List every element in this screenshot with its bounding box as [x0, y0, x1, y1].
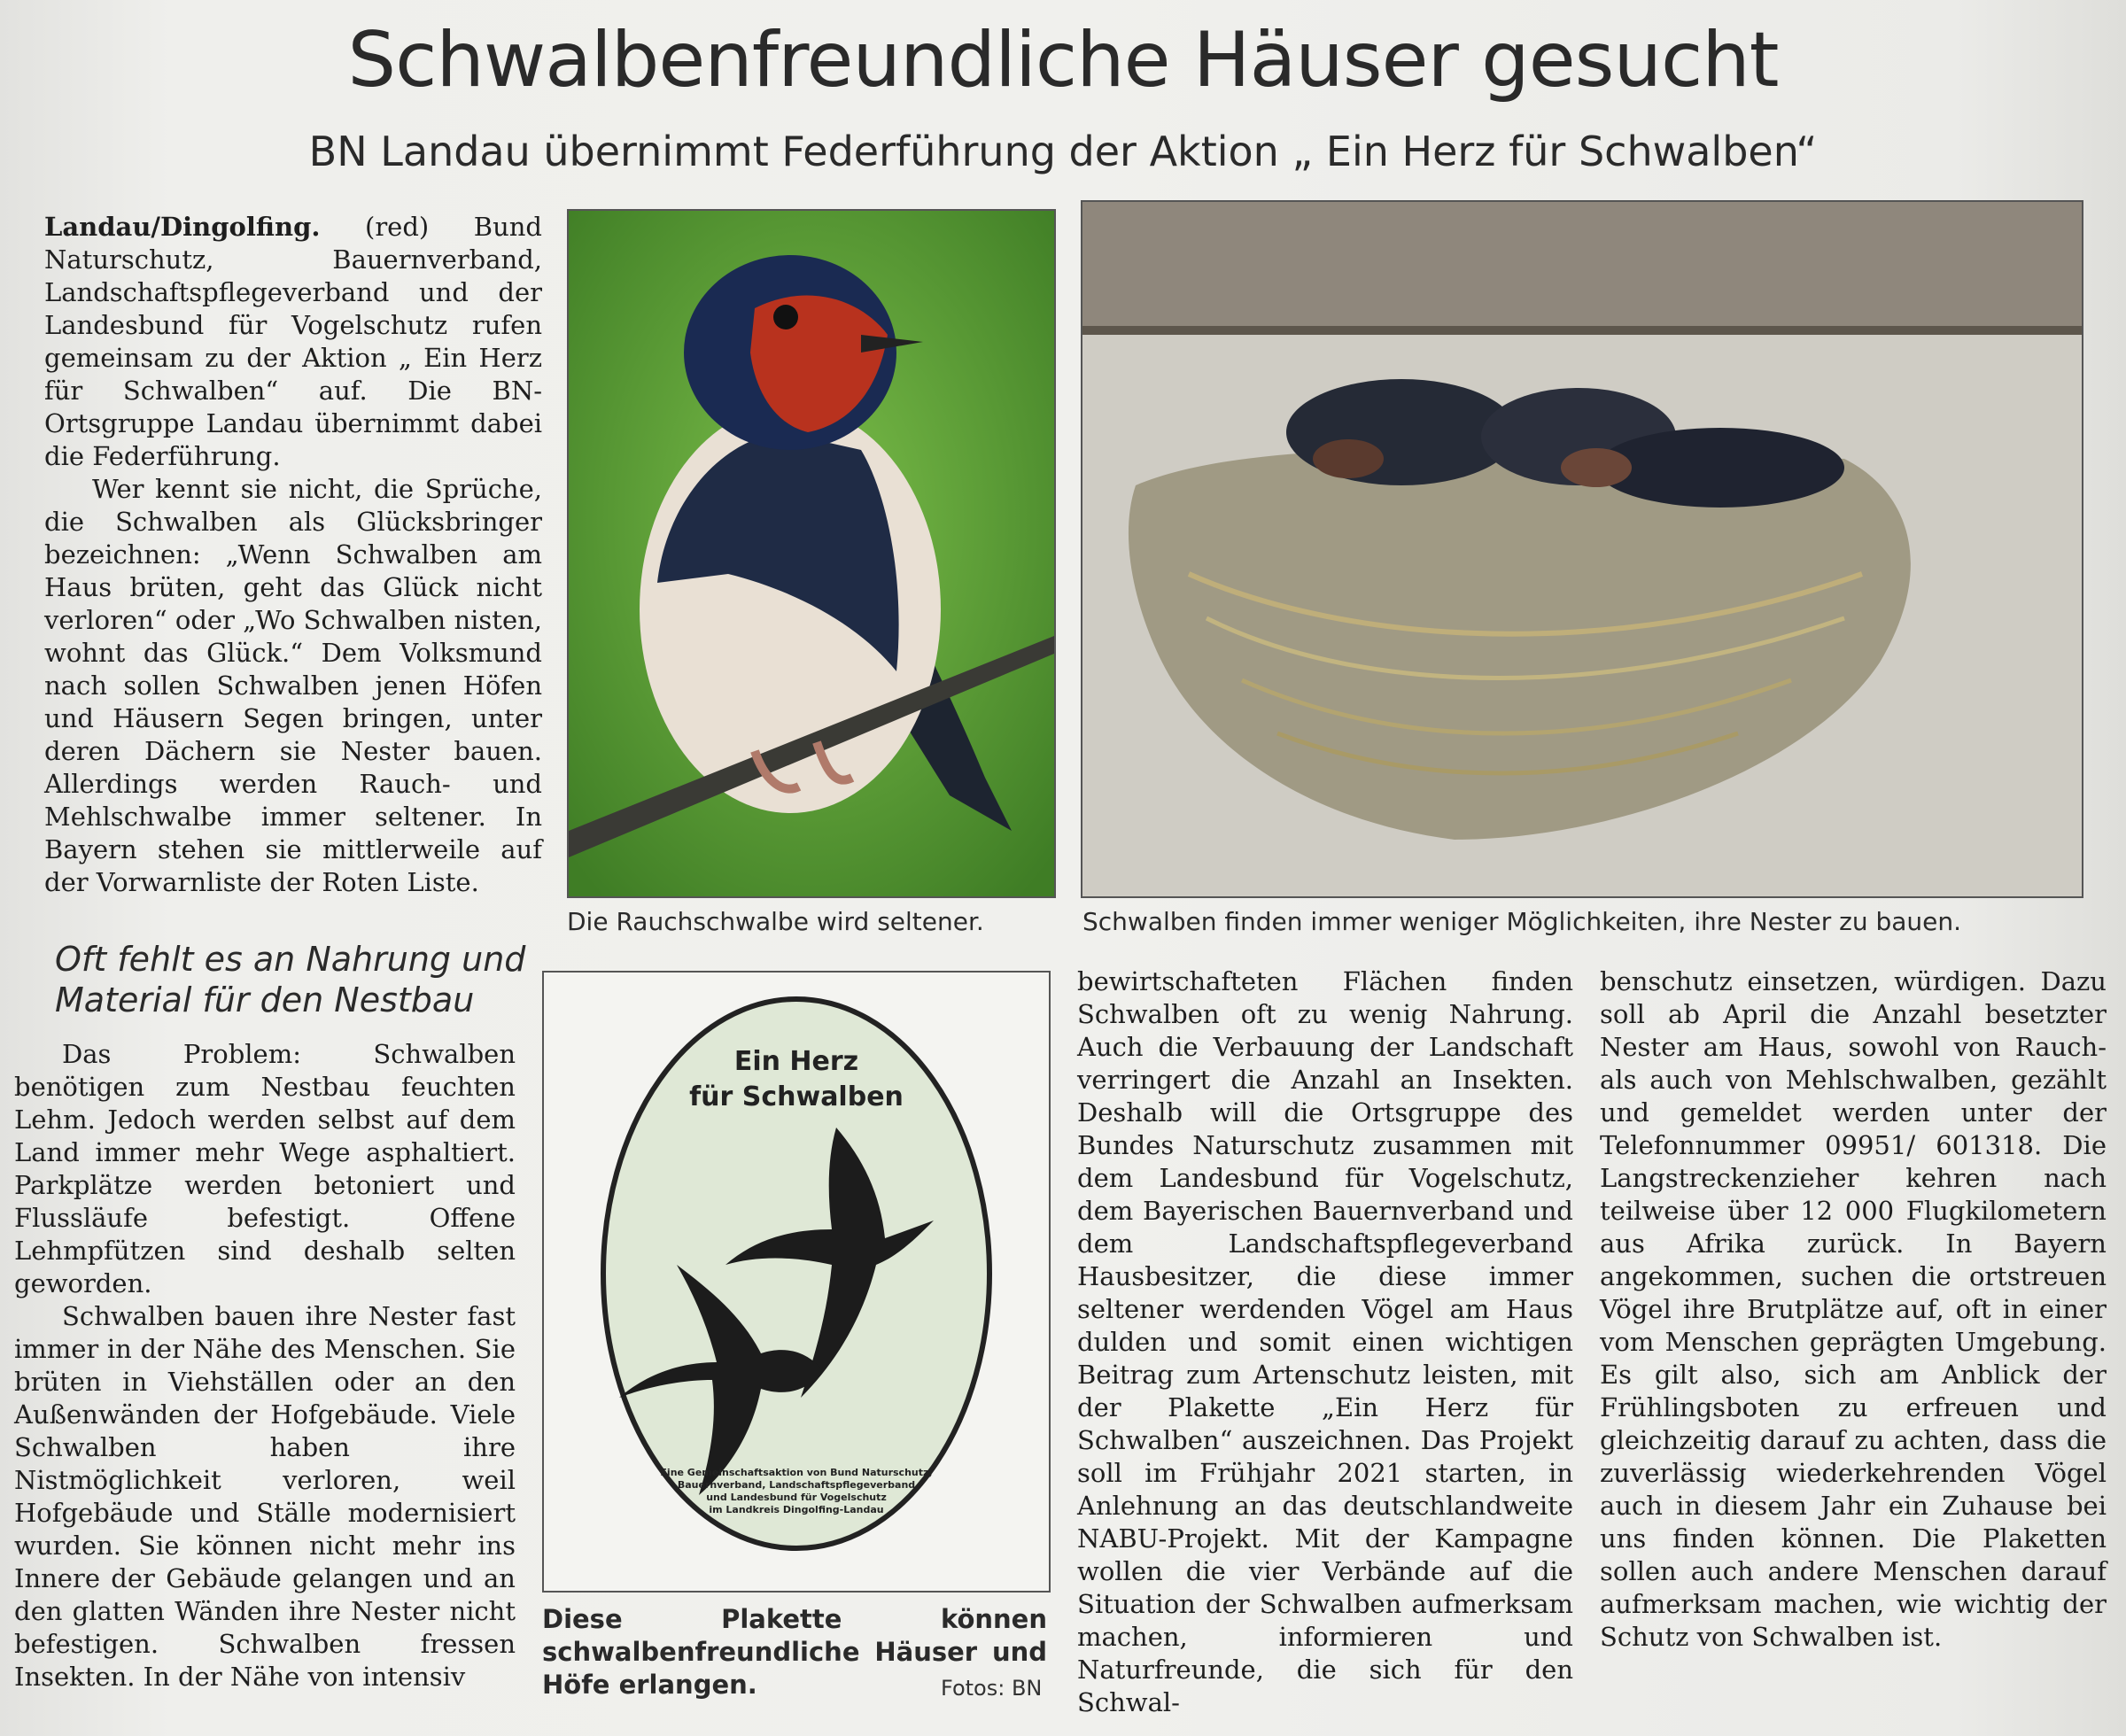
headline: Schwalbenfreundliche Häuser gesucht	[347, 16, 1779, 105]
paragraph-5: bewirtschafteten Flächen finden Schwalben oft zu wenig Nahrung. Auch die Verbauung der Landschaft verringert die Anzahl an Insekten. Deshalb will die Ortsgruppe des Bundes Naturschutz zusammen mit dem Landesbund für Vogelschutz, dem Bayerischen Bauernverband und dem Landschaftspflegeverband Hausbesitzer, die diese immer seltener werdenden Vögel am Haus dulden und somit einen wichtigen Beitrag zum Artenschutz leisten, mit der Plakette „Ein Herz für Schwalben“ auszeichnen. Das Projekt soll im Frühjahr 2021 starten, in Anlehnung an das deutschlandweite NABU-Projekt. Mit der Kampagne wollen die vier Verbände auf die Situation der Schwalben aufmerksam machen, informieren und Naturfreunde, die sich für den Schwal-	[1077, 966, 1573, 1717]
paragraph-4: Schwalben bauen ihre Nester fast immer in der Nähe des Menschen. Sie brüten in Viehställen oder an den Außenwänden der Hofgebäude. Viele Schwalben haben ihre Nistmöglichkeit verloren, weil Hofgebäude und Ställe modernisiert wurden. Sie können nicht mehr ins Innere der Gebäude gelangen und an den glatten Wänden ihre Nester nicht befestigen. Schwalben fressen Insekten. In der Nähe von intensiv	[14, 1301, 516, 1692]
crosshead: Oft fehlt es an Nahrung und Material für den Nestbau	[55, 940, 526, 1019]
column-3	[1077, 965, 1573, 1719]
dateline: Landau/Dingolfing.	[44, 212, 321, 242]
paragraph-2: Wer kennt sie nicht, die Sprüche, die Schwalben als Glücksbringer bezeichnen: „Wenn Schwalben am Haus brüten, geht das Glück nicht verloren“ oder „Wo Schwalben nisten, wohnt das Glück.“ Dem Volksmund nach sollen Schwalben jenen Höfen und Häusern Segen bringen, unter deren Dächern sie Nester bauen. Allerdings werden Rauch- und Mehlschwalbe immer seltener. In Bayern stehen sie mittlerweile auf der Vorwarnliste der Roten Liste.	[44, 474, 543, 897]
paragraph-3: Das Problem: Schwalben benötigen zum Nestbau feuchten Lehm. Jedoch werden selbst auf dem Land immer mehr Wege asphaltiert. Parkplätze werden betoniert und Flussläufe befestigt. Offene Lehmpfützen sind deshalb selten geworden.	[14, 1039, 516, 1298]
barn-swallow-photo	[567, 209, 1056, 898]
swallow-nest-photo	[1081, 200, 2083, 898]
paragraph-6: benschutz einsetzen, würdigen. Dazu soll ab April die Anzahl besetzter Nester am Haus, sowohl von Rauch- als auch von Mehlschwalben, gezählt und gemeldet werden unter der Telefonnummer 09951/ 601318. Die Langstreckenzieher kehren nach teilweise über 12 000 Flugkilometern aus Afrika zurück. In Bayern angekommen, suchen die ortstreuen Vögel ihre Brutplätze auf, oft in einer vom Menschen geprägten Umgebung. Es gilt also, sich am Anblick der Frühlingsboten zu erfreuen und gleichzeitig darauf zu achten, dass die zuverlässig wiederkehrenden Vögel auch in diesem Jahr ein Zuhause bei uns finden können. Die Plaketten sollen auch andere Menschen darauf aufmerksam machen, wie wichtig der Schutz von Schwalben ist.	[1600, 966, 2107, 1652]
barn-swallow-illustration	[569, 211, 1054, 896]
column-1-lower	[14, 1038, 516, 1693]
plaque-small-line2: Bauernverband, Landschaftspflegeverband	[677, 1479, 916, 1491]
photo-credit: Fotos: BN	[941, 1676, 1043, 1701]
plaque-illustration	[544, 973, 1049, 1591]
lead-text: (red) Bund Naturschutz, Bauernverband, Landschaftspflegeverband und der Landesbund für Vogelschutz rufen gemeinsam zu der Aktion „ Ein Herz für Schwalben“ auf. Die BN-Ortsgruppe Landau übernimmt dabei die Federführung.	[44, 212, 542, 471]
photo-caption-1: Die Rauchschwalbe wird seltener.	[567, 907, 984, 936]
plaque-title-line1: Ein Herz	[733, 1046, 859, 1077]
plaque-small-line3: und Landesbund für Vogelschutz	[706, 1492, 887, 1503]
plaque-image	[542, 971, 1051, 1593]
plaque-title-line2: für Schwalben	[689, 1081, 904, 1112]
plaque-small-line1: Eine Gemeinschaftsaktion von Bund Naturschutz,	[660, 1467, 933, 1478]
column-4	[1600, 965, 2107, 1654]
photo-caption-3: Diese Plakette können schwalbenfreundliche Häuser und Höfe erlangen.	[542, 1604, 1047, 1700]
column-1-upper	[44, 211, 542, 899]
photo-caption-2: Schwalben finden immer weniger Möglichkeiten, ihre Nester zu bauen.	[1082, 907, 1962, 936]
swallow-nest-illustration	[1082, 202, 2082, 896]
subheadline: BN Landau übernimmt Federführung der Aktion „ Ein Herz für Schwalben“	[308, 128, 1818, 175]
lead-paragraph	[44, 211, 542, 473]
plaque-small-line4: im Landkreis Dingolfing-Landau	[709, 1504, 884, 1515]
